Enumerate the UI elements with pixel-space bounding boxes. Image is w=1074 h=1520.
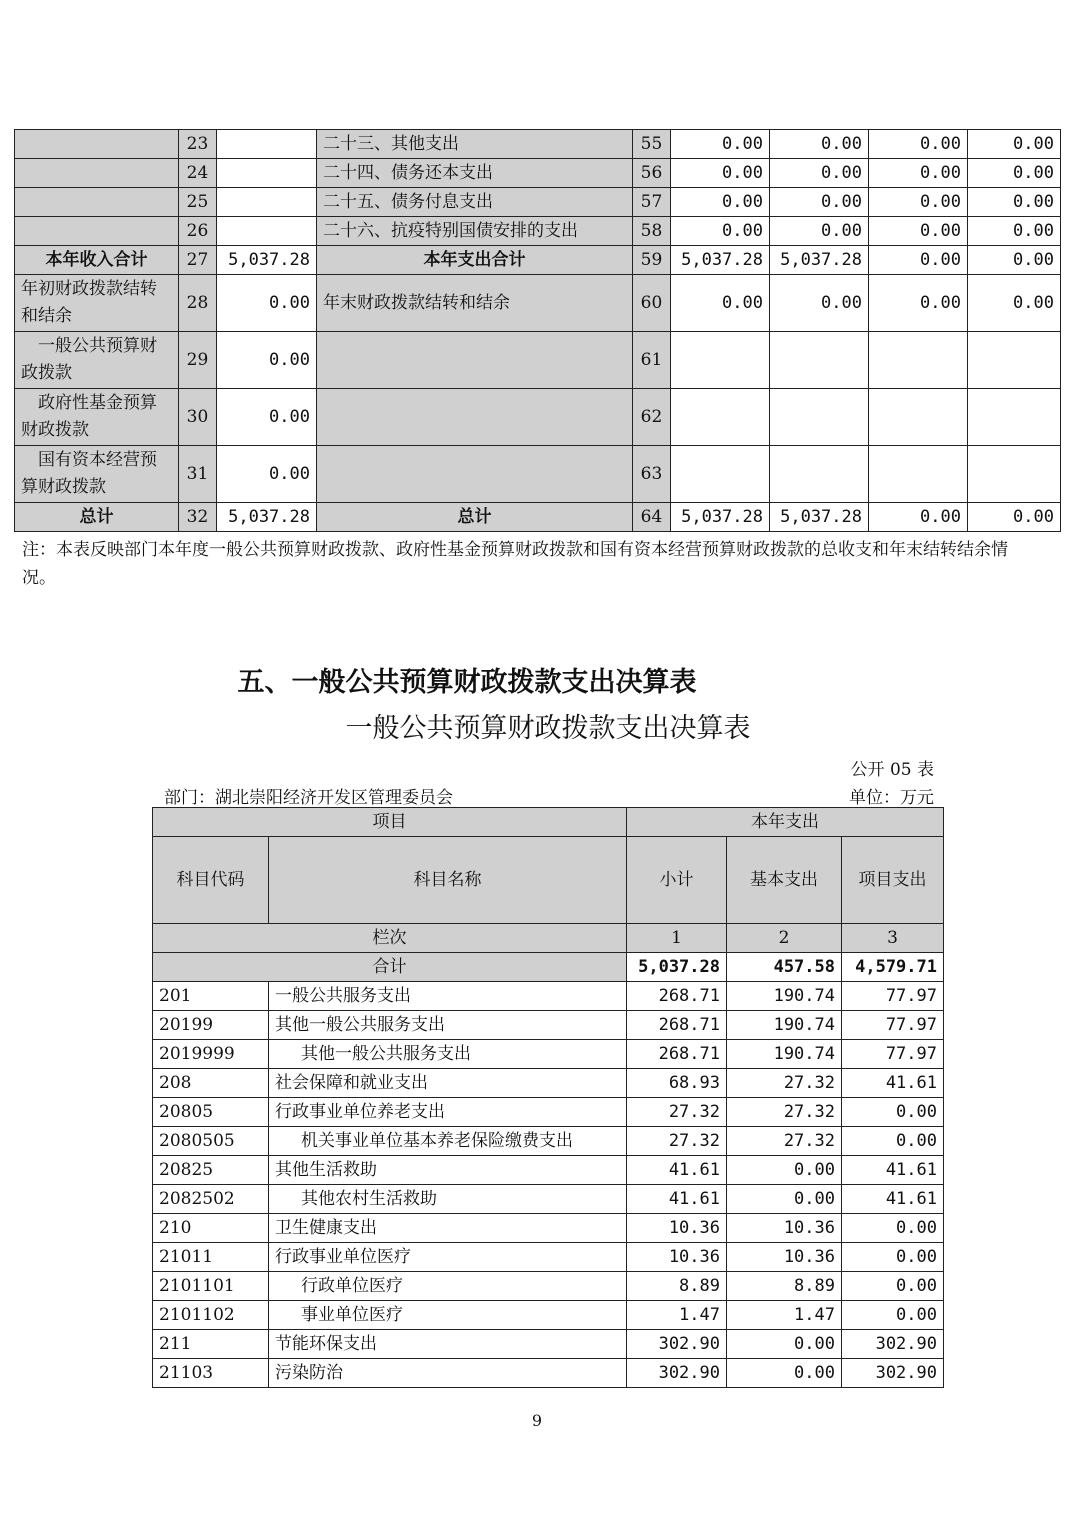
expense-table — [152, 807, 944, 1388]
subject-code: 21103 — [153, 1359, 269, 1388]
expense-line-no: 64 — [633, 503, 671, 532]
expense-item-label — [317, 389, 633, 446]
income-item-label: 一般公共预算财政拨款 — [15, 332, 179, 389]
project-value: 77.97 — [842, 982, 944, 1011]
table-row — [153, 1243, 944, 1272]
total-label: 合计 — [153, 953, 627, 982]
summary-row — [15, 389, 1061, 446]
expense-item-label: 二十三、其他支出 — [317, 130, 633, 159]
income-line-no: 23 — [179, 130, 217, 159]
expense-line-no: 63 — [633, 446, 671, 503]
table-row — [153, 1359, 944, 1388]
expense-capital-budget: 0.00 — [968, 275, 1061, 332]
basic-value: 190.74 — [727, 1040, 842, 1069]
expense-total: 5,037.28 — [671, 246, 770, 275]
subject-name: 卫生健康支出 — [269, 1214, 627, 1243]
expense-item-label — [317, 446, 633, 503]
expense-general-budget: 5,037.28 — [770, 246, 869, 275]
expense-line-no: 61 — [633, 332, 671, 389]
basic-value: 8.89 — [727, 1272, 842, 1301]
lanci-label: 栏次 — [153, 924, 627, 953]
income-item-label: 总计 — [15, 503, 179, 532]
subject-code: 20805 — [153, 1098, 269, 1127]
income-item-label: 年初财政拨款结转和结余 — [15, 275, 179, 332]
subject-code: 2101102 — [153, 1301, 269, 1330]
expense-total: 0.00 — [671, 159, 770, 188]
subtotal-value: 8.89 — [627, 1272, 727, 1301]
subtotal-value: 268.71 — [627, 982, 727, 1011]
expense-general-budget: 0.00 — [770, 188, 869, 217]
project-value: 77.97 — [842, 1040, 944, 1069]
income-amount: 0.00 — [217, 332, 317, 389]
table-row — [153, 982, 944, 1011]
table-row — [153, 1098, 944, 1127]
expense-fund-budget: 0.00 — [869, 503, 968, 532]
subject-code: 208 — [153, 1069, 269, 1098]
project-value: 77.97 — [842, 1011, 944, 1040]
subject-code: 2019999 — [153, 1040, 269, 1069]
subject-code: 20825 — [153, 1156, 269, 1185]
page-number: 9 — [531, 1411, 543, 1430]
expense-total: 0.00 — [671, 188, 770, 217]
expense-total — [671, 389, 770, 446]
basic-value: 10.36 — [727, 1243, 842, 1272]
basic-value: 27.32 — [727, 1098, 842, 1127]
lanci-2: 2 — [727, 924, 842, 953]
subject-code: 2082502 — [153, 1185, 269, 1214]
summary-row — [15, 159, 1061, 188]
expense-item-label — [317, 332, 633, 389]
expense-total: 0.00 — [671, 130, 770, 159]
expense-fund-budget: 0.00 — [869, 130, 968, 159]
income-amount — [217, 159, 317, 188]
summary-row — [15, 188, 1061, 217]
expense-item-label: 总计 — [317, 503, 633, 532]
income-item-label — [15, 130, 179, 159]
subject-name: 机关事业单位基本养老保险缴费支出 — [269, 1127, 627, 1156]
expense-fund-budget: 0.00 — [869, 159, 968, 188]
subject-code: 211 — [153, 1330, 269, 1359]
expense-fund-budget — [869, 332, 968, 389]
income-line-no: 28 — [179, 275, 217, 332]
income-amount: 0.00 — [217, 275, 317, 332]
project-value: 0.00 — [842, 1127, 944, 1156]
project-value: 41.61 — [842, 1156, 944, 1185]
income-line-no: 30 — [179, 389, 217, 446]
subject-name: 其他一般公共服务支出 — [269, 1011, 627, 1040]
table-row — [153, 1185, 944, 1214]
table-row — [153, 1156, 944, 1185]
income-line-no: 27 — [179, 246, 217, 275]
table-row — [153, 1214, 944, 1243]
income-amount: 5,037.28 — [217, 246, 317, 275]
expense-fund-budget: 0.00 — [869, 246, 968, 275]
subtotal-value: 1.47 — [627, 1301, 727, 1330]
table-title: 一般公共预算财政拨款支出决算表 — [345, 713, 751, 744]
unit-label: 单位：万元 — [849, 788, 934, 808]
expense-general-budget: 0.00 — [770, 217, 869, 246]
header-code: 科目代码 — [153, 837, 269, 924]
income-amount: 0.00 — [217, 389, 317, 446]
income-amount: 5,037.28 — [217, 503, 317, 532]
table-row — [153, 1301, 944, 1330]
subtotal-value: 41.61 — [627, 1185, 727, 1214]
basic-value: 10.36 — [727, 1214, 842, 1243]
expense-capital-budget: 0.00 — [968, 246, 1061, 275]
income-item-label — [15, 188, 179, 217]
subtotal-value: 27.32 — [627, 1098, 727, 1127]
expense-capital-budget: 0.00 — [968, 188, 1061, 217]
subtotal-value: 268.71 — [627, 1011, 727, 1040]
expense-general-budget: 0.00 — [770, 275, 869, 332]
expense-capital-budget — [968, 389, 1061, 446]
total-subtotal: 5,037.28 — [627, 953, 727, 982]
subject-code: 20199 — [153, 1011, 269, 1040]
income-line-no: 31 — [179, 446, 217, 503]
income-item-label: 政府性基金预算财政拨款 — [15, 389, 179, 446]
table-row — [153, 1272, 944, 1301]
subtotal-value: 10.36 — [627, 1243, 727, 1272]
lanci-1: 1 — [627, 924, 727, 953]
section-title: 五、一般公共预算财政拨款支出决算表 — [237, 667, 697, 698]
expense-line-no: 59 — [633, 246, 671, 275]
project-value: 0.00 — [842, 1272, 944, 1301]
subject-name: 其他农村生活救助 — [269, 1185, 627, 1214]
expense-line-no: 58 — [633, 217, 671, 246]
basic-value: 190.74 — [727, 982, 842, 1011]
income-line-no: 26 — [179, 217, 217, 246]
expense-capital-budget: 0.00 — [968, 159, 1061, 188]
department-label: 部门：湖北崇阳经济开发区管理委员会 — [164, 788, 453, 808]
income-amount — [217, 130, 317, 159]
expense-fund-budget: 0.00 — [869, 188, 968, 217]
expense-capital-budget — [968, 332, 1061, 389]
expense-line-no: 60 — [633, 275, 671, 332]
expense-capital-budget: 0.00 — [968, 217, 1061, 246]
subtotal-value: 41.61 — [627, 1156, 727, 1185]
expense-item-label: 本年支出合计 — [317, 246, 633, 275]
subtotal-value: 27.32 — [627, 1127, 727, 1156]
expense-fund-budget — [869, 446, 968, 503]
subject-name: 行政单位医疗 — [269, 1272, 627, 1301]
table-row — [153, 1127, 944, 1156]
expense-line-no: 55 — [633, 130, 671, 159]
subject-name: 其他生活救助 — [269, 1156, 627, 1185]
subtotal-value: 10.36 — [627, 1214, 727, 1243]
subject-code: 2080505 — [153, 1127, 269, 1156]
expense-item-label: 年末财政拨款结转和结余 — [317, 275, 633, 332]
basic-value: 0.00 — [727, 1156, 842, 1185]
expense-general-budget: 5,037.28 — [770, 503, 869, 532]
lanci-3: 3 — [842, 924, 944, 953]
basic-value: 0.00 — [727, 1185, 842, 1214]
income-line-no: 29 — [179, 332, 217, 389]
table-row — [153, 1011, 944, 1040]
basic-value: 1.47 — [727, 1301, 842, 1330]
expense-line-no: 57 — [633, 188, 671, 217]
income-line-no: 25 — [179, 188, 217, 217]
expense-line-no: 62 — [633, 389, 671, 446]
project-value: 0.00 — [842, 1301, 944, 1330]
expense-item-label: 二十五、债务付息支出 — [317, 188, 633, 217]
form-number: 公开 05 表 — [850, 760, 934, 780]
subject-name: 其他一般公共服务支出 — [269, 1040, 627, 1069]
expense-capital-budget — [968, 446, 1061, 503]
income-item-label — [15, 159, 179, 188]
header-name: 科目名称 — [269, 837, 627, 924]
expense-capital-budget: 0.00 — [968, 503, 1061, 532]
income-amount: 0.00 — [217, 446, 317, 503]
subject-name: 污染防治 — [269, 1359, 627, 1388]
subject-name: 行政事业单位医疗 — [269, 1243, 627, 1272]
expense-general-budget — [770, 389, 869, 446]
project-value: 0.00 — [842, 1243, 944, 1272]
header-project: 项目支出 — [842, 837, 944, 924]
subject-name: 节能环保支出 — [269, 1330, 627, 1359]
project-value: 302.90 — [842, 1359, 944, 1388]
income-amount — [217, 188, 317, 217]
subtotal-value: 268.71 — [627, 1040, 727, 1069]
expense-line-no: 56 — [633, 159, 671, 188]
summary-row — [15, 446, 1061, 503]
basic-value: 27.32 — [727, 1069, 842, 1098]
income-expense-summary-table — [14, 129, 1061, 532]
subject-code: 2101101 — [153, 1272, 269, 1301]
subject-name: 事业单位医疗 — [269, 1301, 627, 1330]
basic-value: 0.00 — [727, 1359, 842, 1388]
expense-total: 0.00 — [671, 275, 770, 332]
project-value: 302.90 — [842, 1330, 944, 1359]
income-item-label: 国有资本经营预算财政拨款 — [15, 446, 179, 503]
header-year-expense: 本年支出 — [627, 808, 944, 837]
subject-name: 一般公共服务支出 — [269, 982, 627, 1011]
header-item: 项目 — [153, 808, 627, 837]
subtotal-value: 302.90 — [627, 1330, 727, 1359]
income-item-label — [15, 217, 179, 246]
expense-item-label: 二十六、抗疫特别国债安排的支出 — [317, 217, 633, 246]
project-value: 41.61 — [842, 1185, 944, 1214]
expense-item-label: 二十四、债务还本支出 — [317, 159, 633, 188]
income-line-no: 24 — [179, 159, 217, 188]
expense-general-budget: 0.00 — [770, 130, 869, 159]
subject-code: 201 — [153, 982, 269, 1011]
table-note: 注：本表反映部门本年度一般公共预算财政拨款、政府性基金预算财政拨款和国有资本经营预算财政拨款的总收支和年末结转结余情况。 — [22, 540, 1008, 588]
expense-total: 0.00 — [671, 217, 770, 246]
income-item-label: 本年收入合计 — [15, 246, 179, 275]
header-basic: 基本支出 — [727, 837, 842, 924]
expense-total — [671, 332, 770, 389]
expense-total — [671, 446, 770, 503]
table-row — [153, 1330, 944, 1359]
summary-row — [15, 217, 1061, 246]
expense-capital-budget: 0.00 — [968, 130, 1061, 159]
summary-row — [15, 246, 1061, 275]
basic-value: 190.74 — [727, 1011, 842, 1040]
subtotal-value: 68.93 — [627, 1069, 727, 1098]
subject-name: 社会保障和就业支出 — [269, 1069, 627, 1098]
header-subtotal: 小计 — [627, 837, 727, 924]
total-project: 4,579.71 — [842, 953, 944, 982]
summary-row — [15, 332, 1061, 389]
subject-name: 行政事业单位养老支出 — [269, 1098, 627, 1127]
expense-fund-budget: 0.00 — [869, 217, 968, 246]
subtotal-value: 302.90 — [627, 1359, 727, 1388]
project-value: 41.61 — [842, 1069, 944, 1098]
total-basic: 457.58 — [727, 953, 842, 982]
summary-row — [15, 275, 1061, 332]
expense-general-budget — [770, 446, 869, 503]
summary-row — [15, 503, 1061, 532]
summary-row — [15, 130, 1061, 159]
expense-fund-budget — [869, 389, 968, 446]
expense-total: 5,037.28 — [671, 503, 770, 532]
project-value: 0.00 — [842, 1214, 944, 1243]
expense-fund-budget: 0.00 — [869, 275, 968, 332]
project-value: 0.00 — [842, 1098, 944, 1127]
basic-value: 27.32 — [727, 1127, 842, 1156]
subject-code: 21011 — [153, 1243, 269, 1272]
basic-value: 0.00 — [727, 1330, 842, 1359]
expense-general-budget: 0.00 — [770, 159, 869, 188]
table-row — [153, 1040, 944, 1069]
expense-general-budget — [770, 332, 869, 389]
income-amount — [217, 217, 317, 246]
income-line-no: 32 — [179, 503, 217, 532]
table-row — [153, 1069, 944, 1098]
subject-code: 210 — [153, 1214, 269, 1243]
